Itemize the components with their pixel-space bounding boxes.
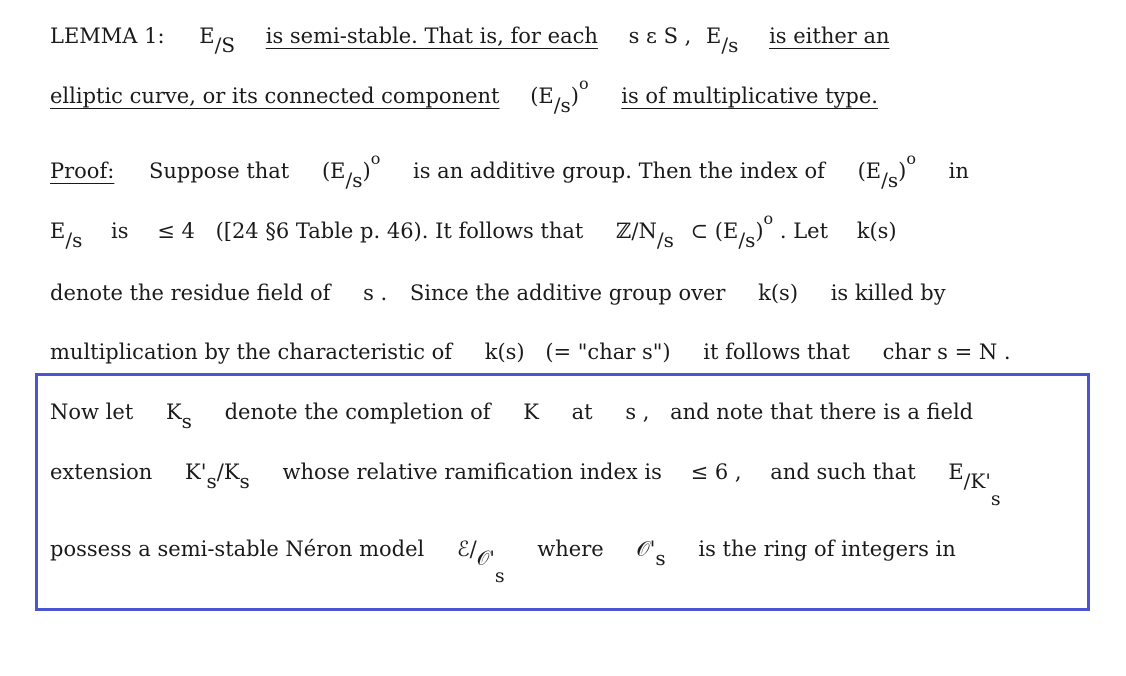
box-line-3 [50, 535, 956, 587]
proof-text: in [948, 159, 969, 183]
math-E: E [706, 24, 722, 48]
math-k-s: k(s) [758, 281, 799, 305]
math-s-in-S: s ε S , [628, 24, 692, 48]
math-superscript: o [578, 74, 589, 93]
math-O-prime: 𝒪' [636, 537, 656, 561]
proof-text: is killed by [830, 281, 946, 305]
proof-text: at [571, 400, 593, 424]
proof-line-1 [50, 149, 969, 192]
math-superscript: o [906, 149, 916, 168]
math-superscript: o [370, 149, 381, 168]
proof-line-3 [50, 279, 946, 307]
math-k-s: k(s) [484, 340, 525, 364]
math-K-prime: K' [185, 460, 207, 484]
math-E-paren: (E [321, 159, 346, 183]
math-subscript: s [655, 546, 666, 570]
math-subscript: s [239, 469, 250, 493]
math-slash-K: /K [216, 460, 240, 484]
math-paren-close: ) [570, 84, 579, 108]
proof-line-4 [50, 338, 1011, 366]
math-subscript: /S [214, 33, 236, 57]
math-subscript: /K' [963, 469, 991, 493]
math-E: E [199, 24, 215, 48]
math-paren-close: ) [898, 159, 907, 183]
lemma-line-1 [50, 22, 890, 57]
math-char-s-eq-N: char s = N . [882, 340, 1011, 364]
math-s: s , [625, 400, 650, 424]
math-E-paren: (E [530, 84, 554, 108]
math-subscript: /s [345, 168, 363, 192]
proof-text: Since the additive group over [409, 281, 726, 305]
math-subscript: s [206, 469, 217, 493]
math-subscript: 𝒪' [476, 546, 495, 570]
proof-text: Now let [50, 400, 134, 424]
lemma-statement-part: is of multiplicative type. [621, 84, 878, 108]
math-k-s: k(s) [856, 219, 897, 243]
math-subscript: /s [721, 33, 739, 57]
proof-line-2 [50, 209, 897, 252]
math-subscript: /s [65, 228, 83, 252]
lemma-label: LEMMA 1: [50, 24, 165, 48]
proof-text: Suppose that [149, 159, 290, 183]
math-subscript: /s [553, 93, 571, 117]
math-superscript: o [763, 209, 774, 228]
math-subsubscript: s [494, 565, 505, 587]
math-neron-model: ℰ/ [456, 537, 477, 561]
math-subscript: s [181, 409, 192, 433]
proof-text: is an additive group. Then the index of [413, 159, 825, 183]
proof-text: where [537, 537, 604, 561]
lemma-line-2 [50, 74, 878, 117]
math-char-s-quote: (= "char s") [545, 340, 671, 364]
proof-text: and such that [770, 460, 916, 484]
proof-text: . Let [779, 219, 829, 243]
proof-label: Proof: [50, 159, 115, 183]
box-line-2 [50, 458, 1001, 510]
math-K: K [165, 400, 182, 424]
math-Z-mod-N: ℤ/N [616, 219, 657, 243]
math-le-6: ≤ 6 , [690, 460, 742, 484]
math-subscript: /s [738, 228, 756, 252]
proof-text: denote the residue field of [50, 281, 331, 305]
math-E-paren: (E [857, 159, 882, 183]
lemma-statement-part: is either an [769, 24, 890, 48]
math-subscript: /s [656, 228, 674, 252]
proof-text: denote the completion of [224, 400, 491, 424]
proof-text: possess a semi-stable Néron model [50, 537, 425, 561]
math-subsubscript: s [990, 488, 1001, 510]
proof-text: is the ring of integers in [698, 537, 956, 561]
proof-citation-text: ([24 §6 Table p. 46). It follows that [215, 219, 584, 243]
math-subscript: /s [881, 168, 899, 192]
proof-text: and note that there is a field [670, 400, 974, 424]
math-paren-close: ) [362, 159, 371, 183]
proof-text: multiplication by the characteristic of [50, 340, 453, 364]
math-E: E [50, 219, 66, 243]
math-le-4: ≤ 4 [157, 219, 195, 243]
lemma-statement-part: elliptic curve, or its connected component [50, 84, 500, 108]
box-line-1 [50, 398, 974, 433]
proof-text: it follows that [703, 340, 850, 364]
math-subset-E: ⊂ (E [690, 219, 739, 243]
lemma-statement-part: is semi-stable. That is, for each [265, 24, 598, 48]
proof-text: whose relative ramification index is [282, 460, 662, 484]
math-K: K [523, 400, 539, 424]
math-s: s . [363, 281, 388, 305]
proof-text: extension [50, 460, 153, 484]
math-E: E [948, 460, 964, 484]
proof-text: is [111, 219, 129, 243]
math-paren-close: ) [755, 219, 764, 243]
